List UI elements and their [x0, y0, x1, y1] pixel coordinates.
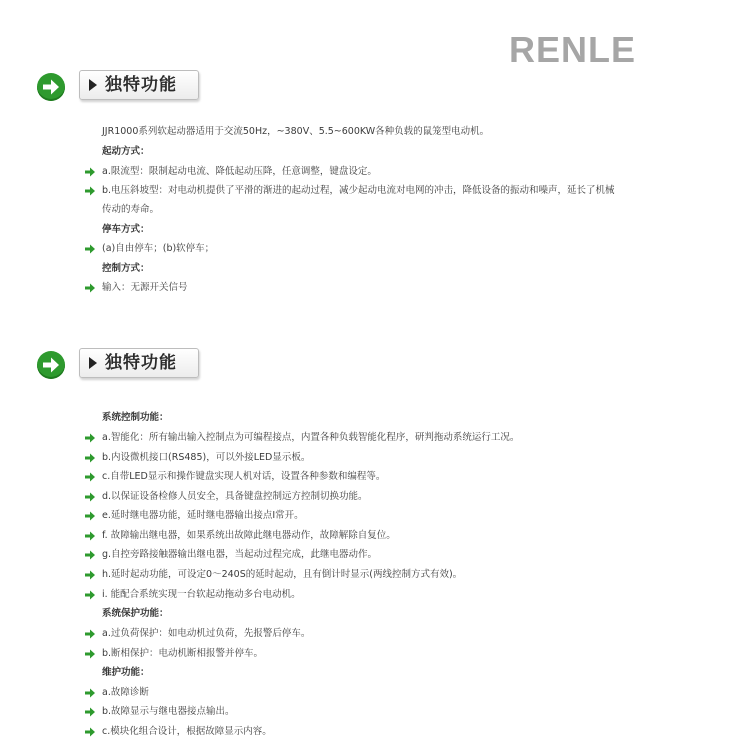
section-title: 独特功能	[105, 353, 177, 373]
bullet-arrow-icon	[84, 648, 96, 660]
maintenance-label: 维护功能：	[102, 667, 150, 678]
bullet-arrow-icon	[84, 726, 96, 738]
bullet-arrow-icon	[84, 687, 96, 699]
start-label: 起动方式：	[102, 146, 150, 157]
intro-text: JJR1000系列软起动器适用于交流50Hz，~380V、5.5~600KW各种负载的鼠笼型电动机。	[102, 126, 490, 137]
list-item-continued: 传动的寿命。	[102, 204, 160, 215]
list-item: e.延时继电器功能，延时继电器输出接点I常开。	[102, 510, 304, 521]
play-triangle-icon	[89, 79, 97, 91]
bullet-arrow-icon	[84, 471, 96, 483]
bullet-arrow-icon	[84, 706, 96, 718]
list-item: b.内设微机接口(RS485)，可以外接LED显示板。	[102, 452, 311, 463]
list-item: a.过负荷保护：如电动机过负荷，先报警后停车。	[102, 628, 311, 639]
list-item: c.自带LED显示和操作键盘实现人机对话，设置各种参数和编程等。	[102, 471, 386, 482]
bullet-arrow-icon	[84, 282, 96, 294]
list-item: h.延时起动功能，可设定0～240S的延时起动，且有倒计时显示(两线控制方式有效)。	[102, 569, 463, 580]
list-item: c.模块化组合设计，根据故障显示内容。	[102, 726, 272, 737]
list-item: f. 故障输出继电器，如果系统出故障此继电器动作，故障解除自复位。	[102, 530, 396, 541]
list-item: b.故障显示与继电器接点输出。	[102, 706, 235, 717]
system-control-label: 系统控制功能：	[102, 412, 169, 423]
green-arrow-icon	[37, 73, 65, 101]
bullet-arrow-icon	[84, 569, 96, 581]
list-item: a.智能化：所有输出输入控制点为可编程接点，内置各种负载智能化程序，研判拖动系统运行工况。	[102, 432, 520, 443]
bullet-arrow-icon	[84, 185, 96, 197]
section-title-box	[79, 348, 199, 378]
bullet-arrow-icon	[84, 628, 96, 640]
bullet-arrow-icon	[84, 491, 96, 503]
section-header-2	[37, 348, 207, 380]
bullet-arrow-icon	[84, 510, 96, 522]
list-item: b.断相保护：电动机断相报警并停车。	[102, 648, 264, 659]
section-header-1	[37, 70, 207, 102]
bullet-arrow-icon	[84, 589, 96, 601]
bullet-arrow-icon	[84, 452, 96, 464]
section-title: 独特功能	[105, 75, 177, 95]
bullet-arrow-icon	[84, 432, 96, 444]
list-item: 输入：无源开关信号	[102, 282, 188, 293]
system-protect-label: 系统保护功能：	[102, 608, 169, 619]
bullet-arrow-icon	[84, 243, 96, 255]
list-item: d.以保证设备检修人员安全，具备键盘控制远方控制切换功能。	[102, 491, 368, 502]
list-item: g.自控旁路接触器输出继电器，当起动过程完成，此继电器动作。	[102, 549, 378, 560]
list-item: i. 能配合系统实现一台软起动拖动多台电动机。	[102, 589, 301, 600]
section-title-box	[79, 70, 199, 100]
control-label: 控制方式：	[102, 263, 150, 274]
list-item: b.电压斜坡型：对电动机提供了平滑的渐进的起动过程，减少起动电流对电网的冲击，降低设备的振动和噪声，延长了机械	[102, 185, 615, 196]
renle-logo: RENLE	[509, 29, 637, 70]
stop-label: 停车方式：	[102, 224, 150, 235]
play-triangle-icon	[89, 357, 97, 369]
bullet-arrow-icon	[84, 166, 96, 178]
bullet-arrow-icon	[84, 530, 96, 542]
list-item: (a)自由停车；(b)软停车；	[102, 243, 215, 254]
list-item: a.限流型：限制起动电流、降低起动压降，任意调整，键盘设定。	[102, 166, 377, 177]
bullet-arrow-icon	[84, 549, 96, 561]
green-arrow-icon	[37, 351, 65, 379]
list-item: a.故障诊断	[102, 687, 149, 698]
